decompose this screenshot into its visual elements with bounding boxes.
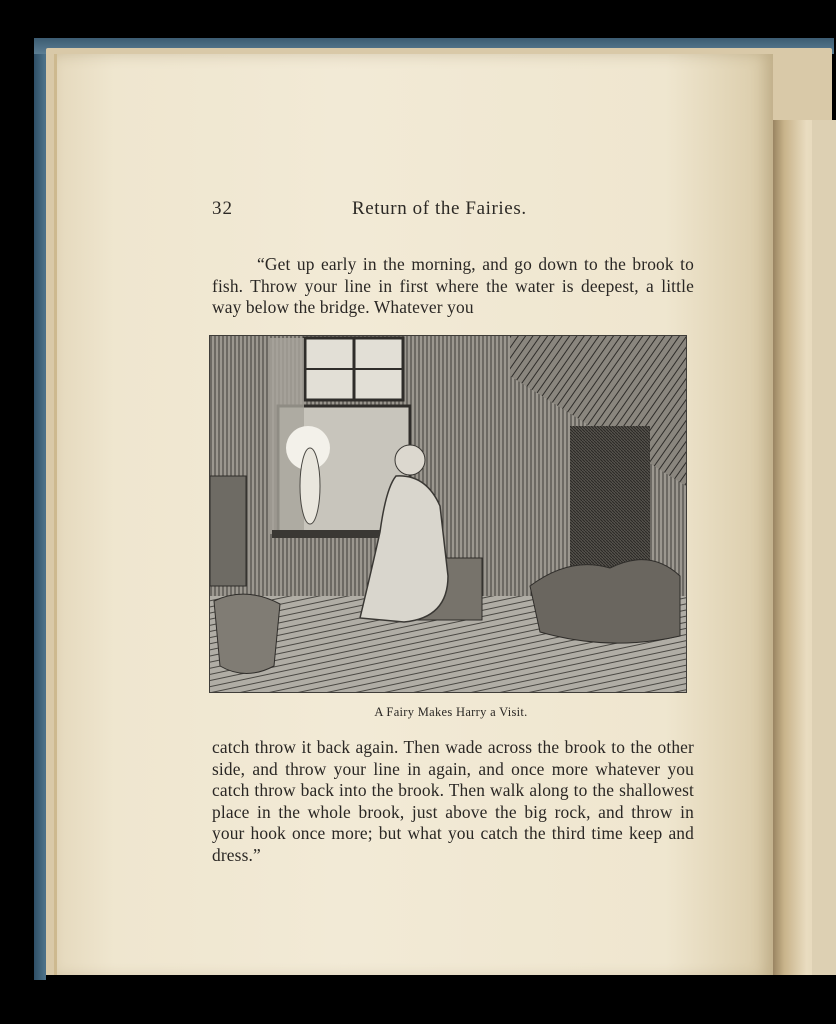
basket <box>214 594 280 673</box>
running-title: Return of the Fairies. <box>352 198 527 219</box>
doorway <box>570 426 650 576</box>
facing-page-edge <box>812 120 836 978</box>
paragraph-2: catch throw it back again. Then wade across the brook to the other side, and throw your line in again, and once more whatever you catch throw back into the brook. Then walk along to the shallowest place in the whole brook, just above the big rock, and throw in your hook once more; but what you catch the third time keep and dress.” <box>212 737 694 865</box>
fairy <box>300 448 320 524</box>
paragraph-1: “Get up early in the morning, and go down to the brook to fish. Throw your line in first where the water is deepest, a little way below the bridge. Whatever you <box>212 254 694 317</box>
page-number: 32 <box>212 198 233 219</box>
illustration-caption: A Fairy Makes Harry a Visit. <box>374 705 528 719</box>
bottom-shadow <box>46 975 836 1024</box>
illustration-plate <box>209 335 687 693</box>
clothes-pile <box>530 560 680 643</box>
running-head <box>212 198 692 226</box>
barrel <box>210 476 246 586</box>
harry-head <box>395 445 425 475</box>
illustration-engraving <box>210 336 686 692</box>
